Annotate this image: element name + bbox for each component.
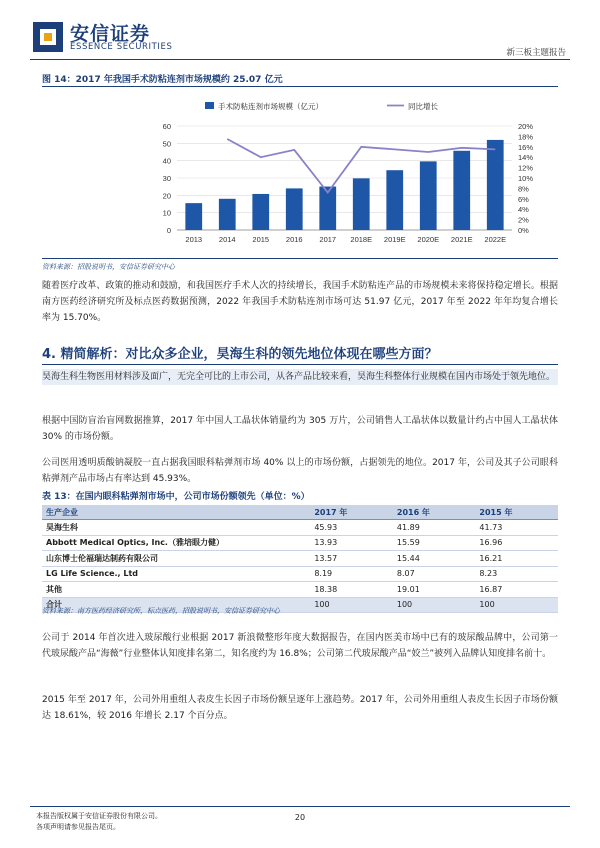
table-title: 表 13：在国内眼科粘弹剂市场中，公司市场份额领先（单位：%） [42,492,310,502]
footer-copyright: 本报告版权属于安信证券股份有限公司。 [36,812,162,820]
report-type: 新三板主题报告 [506,48,566,58]
table-cell-value: 13.57 [310,551,393,567]
table-cell-value: 8.07 [393,566,476,582]
table-cell-company: LG Life Science., Ltd [42,566,310,582]
paragraph-leading-position: 昊海生科生物医用材料涉及面广，无完全可比的上市公司，从各产品比较来看，昊海生科整体行业规模在国内市场处于领先地位。 [42,369,558,385]
bar [487,140,504,230]
section-divider [42,364,558,365]
market-size-chart [42,90,560,255]
company-name-cn: 安信证券 [70,23,151,45]
x-tick-label: 2021E [450,235,473,244]
table-cell-value: 15.44 [393,551,476,567]
table-cell-total: 100 [475,597,558,613]
y-right-tick-label: 10% [518,174,534,183]
table-cell-value: 16.21 [475,551,558,567]
table-cell-total: 100 [310,597,393,613]
table-source: 资料来源：南方医药经济研究所，标点医药，招股说明书，安信证券研究中心 [42,607,280,615]
paragraph-egf-share: 2015 年至 2017 年，公司外用重组人表皮生长因子市场份额呈逐年上涨趋势。2017 年，公司外用重组人表皮生长因子市场份额达 18.61%，较 2016 年增长 2.17 个百分点。 [42,695,558,721]
y-right-tick-label: 4% [518,205,529,215]
header-divider [30,59,570,60]
table-header-2017: 2017 年 [310,505,393,520]
table-cell-company: 昊海生科 [42,520,310,536]
table-cell-total: 100 [393,597,476,613]
bar [453,151,470,230]
y-right-tick-label: 8% [518,184,529,194]
company-logo-icon [33,22,63,52]
footer-divider [30,806,570,807]
section-title: 4. 精简解析：对比众多企业，昊海生科的领先地位体现在哪些方面？ [42,347,438,362]
x-tick-label: 2016 [285,235,303,244]
y-right-tick-label: 6% [518,194,529,204]
legend-bar-label: 手术防粘连剂市场规模（亿元） [218,102,323,111]
legend-bar-swatch [205,102,214,109]
table-cell-value: 41.73 [475,520,558,536]
y-left-tick-label: 40 [162,156,171,166]
y-left-tick-label: 60 [162,122,171,131]
y-right-tick-label: 16% [518,142,534,152]
y-right-tick-label: 2% [518,215,529,225]
table-cell-value: 45.93 [310,520,393,536]
table-row [42,566,558,582]
chart-bottom-divider [42,258,558,259]
bar [420,161,437,230]
table-cell-company: 山东博士伦福瑞达制药有限公司 [42,551,310,567]
page-header [0,0,600,62]
x-tick-label: 2022E [484,235,507,244]
table-row [42,535,558,551]
y-left-tick-label: 20 [162,191,171,201]
table-cell-value: 13.93 [310,535,393,551]
y-right-tick-label: 18% [518,132,534,142]
y-right-tick-label: 20% [518,122,534,131]
y-right-tick-label: 14% [518,153,534,163]
paragraph-market-forecast: 随着医疗改革、政策的推动和鼓励，和我国医疗手术人次的持续增长，我国手术防粘连产品的市场规模未来将保持稳定增长。根据南方医药经济研究所及标点医药数据预测，2022 年我国手术防粘连剂市场可达 51.97 亿元，2017 年至 2022 年年均复合增长率为 15.70%。 [42,281,558,323]
bar [185,203,202,230]
x-tick-label: 2020E [417,235,440,244]
bar [386,170,403,230]
legend-line-label: 同比增长 [408,102,438,111]
company-name-en: ESSENCE SECURITIES [70,42,173,52]
table-cell-value: 18.38 [310,582,393,598]
table-cell-value: 15.59 [393,535,476,551]
y-right-tick-label: 0% [518,226,529,235]
page-number: 20 [294,813,306,822]
table-row [42,551,558,567]
table-cell-value: 16.87 [475,582,558,598]
table-header-2016: 2016 年 [393,505,476,520]
figure-source: 资料来源：招股说明书，安信证券研究中心 [42,263,175,271]
y-left-tick-label: 10 [162,208,171,218]
paragraph-viscoelastic-share: 公司医用透明质酸钠凝胶一直占据我国眼科粘弹剂市场 40% 以上的市场份额，占据领先的地位。2017 年，公司及其子公司眼科粘弹剂产品市场占有率达到 45.93%。 [42,458,558,484]
table-cell-value: 8.19 [310,566,393,582]
table-cell-value: 16.96 [475,535,558,551]
bar [219,199,236,230]
x-tick-label: 2019E [383,235,406,244]
table-cell-value: 19.01 [393,582,476,598]
y-left-tick-label: 50 [162,139,171,149]
paragraph-hyaluronic: 公司于 2014 年首次进入玻尿酸行业根据 2017 新浪微整形年度大数据报告，在国内医美市场中已有的玻尿酸品牌中，公司第一代玻尿酸产品“海薇”行业整体认知度排名第二，知名度约为 16.8%；公司第二代玻尿酸产品“姣兰”被列入品牌认知度排名前十。 [42,633,558,659]
bar [353,178,370,230]
y-left-tick-label: 30 [162,174,171,183]
table-header-2015: 2015 年 [475,505,558,520]
footer-notice: 各项声明请参见报告尾页。 [36,823,120,831]
x-tick-label: 2015 [252,235,270,244]
y-right-tick-label: 12% [518,163,534,173]
x-tick-label: 2013 [185,235,203,244]
table-row [42,582,558,598]
table-cell-value: 8.23 [475,566,558,582]
x-tick-label: 2018E [350,235,373,244]
bar [286,188,303,230]
table-header-company: 生产企业 [42,505,310,520]
table-header-row [42,505,558,520]
y-left-tick-label: 0 [166,226,171,235]
table-cell-total-label: 合计 [42,597,310,613]
table-cell-value: 41.89 [393,520,476,536]
x-tick-label: 2014 [218,235,236,244]
x-tick-label: 2017 [319,235,337,244]
table-cell-company: Abbott Medical Optics, Inc.（雅培眼力健） [42,535,310,551]
figure-title: 图 14：2017 年我国手术防粘连剂市场规模约 25.07 亿元 [42,75,283,85]
table-row [42,520,558,536]
paragraph-iol-share: 根据中国防盲治盲网数据推算，2017 年中国人工晶状体销量约为 305 万片，公司销售人工晶状体以数量计约占中国人工晶状体 30% 的市场份额。 [42,416,558,442]
market-share-table [42,505,558,613]
table-cell-company: 其他 [42,582,310,598]
figure-divider [42,86,558,87]
bar [252,194,269,230]
